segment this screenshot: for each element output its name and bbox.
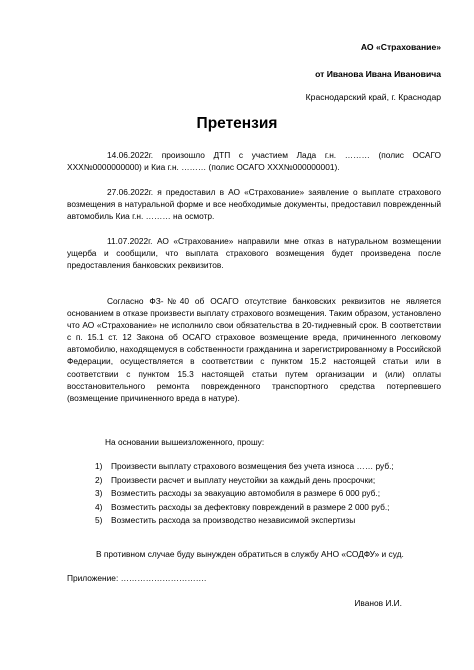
request-intro: На основании вышеизложенного, прошу:	[105, 437, 265, 447]
paragraph-legal-basis: Согласно ФЗ-№40 об ОСАГО отсутствие банковских реквизитов не является основанием в отказе произвести выплату страхового возмещения. Таким образом, установлено что АО «Страхование» не исполнило свои обязательства в 20-тидневный срок. В соответствии с п. 15.1 ст. 12 Закона об ОСАГО страховое возмещение вреда, причиненного легковому автомобилю, находящемуся в собственности гражданина и зарегистрированному в Российской Федерации, осуществляется в соответствии с пунктом 15.2 настоящей статьи или в соответствии с пунктом 15.3 настоящей статьи путем организации и (или) оплаты восстановительного ремонта поврежденного транспортного средства потерпевшего (возмещение причиненного вреда в натуре).	[67, 296, 441, 403]
list-item: 4) Возместить расходы за дефектовку повреждений в размере 2 000 руб.;	[95, 501, 390, 512]
sender-address: Краснодарский край, г. Краснодар	[305, 92, 441, 102]
list-item: 1) Произвести выплату страхового возмещения без учета износа …… руб.;	[95, 461, 394, 471]
list-item: 2) Произвести расчет и выплату неустойки за каждый день просрочки;	[95, 474, 376, 485]
signature: Иванов И.И.	[354, 598, 402, 608]
list-item: 5) Возместить расхода за производство независимой экспертизы	[95, 515, 356, 526]
list-item: 3) Возместить расходы за эвакуацию автомобиля в размере 6 000 руб.;	[95, 488, 381, 499]
document-title: Претензия	[196, 115, 278, 132]
closing-statement: В противном случае буду вынужден обратиться в службу АНО «СОДФУ» и суд.	[96, 549, 404, 559]
attachment-line: Приложение: ………………………….	[67, 573, 207, 583]
sender: от Иванова Ивана Ивановича	[315, 69, 441, 79]
paragraph-accident: 14.06.2022г. произошло ДТП с участием Лада г.н. ……… (полис ОСАГО XXX№0000000000) и Киа г.н. ……… (полис ОСАГО XXX№000000001).	[67, 150, 441, 173]
paragraph-claim: 27.06.2022г. я предоставил в АО «Страхование» заявление о выплате страхового возмещения в натуральной форме и все необходимые документы, предоставил поврежденный автомобиль Киа г.н. ……… на осмотр.	[67, 187, 441, 222]
paragraph-refusal: 11.07.2022г. АО «Страхование» направили мне отказ в натуральном возмещении ущерба и сообщили, что выплата страхового возмещения будет произведена после предоставления банковских реквизитов.	[67, 236, 441, 271]
recipient: АО «Страхование»	[360, 42, 441, 52]
request-list	[95, 460, 394, 528]
